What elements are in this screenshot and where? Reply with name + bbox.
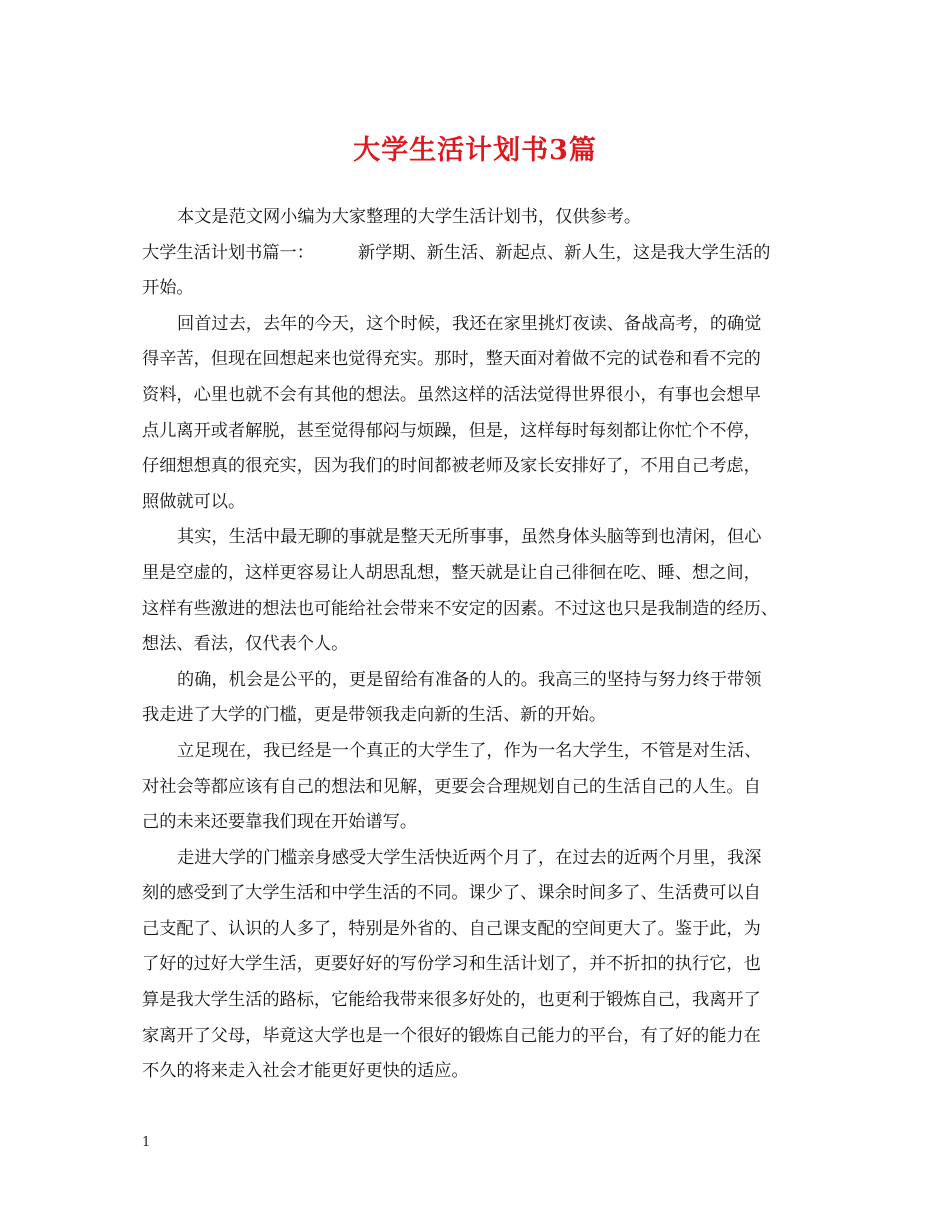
paragraph-line: 资料，心里也就不会有其他的想法。虽然这样的活法觉得世界很小，有事也会想早 <box>142 384 761 405</box>
paragraph-line: 算是我大学生活的路标，它能给我带来很多好处的，也更利于锻炼自己，我离开了 <box>142 990 761 1011</box>
paragraph-line: 立足现在，我已经是一个真正的大学生了，作为一名大学生，不管是对生活、 <box>177 740 762 761</box>
paragraph-line: 己支配了、认识的人多了，特别是外省的、自己课支配的空间更大了。鉴于此，为 <box>142 918 761 939</box>
intro-line: 本文是范文网小编为大家整理的大学生活计划书，仅供参考。 <box>177 207 642 227</box>
paragraph-line: 得辛苦，但现在回想起来也觉得充实。那时，整天面对着做不完的试卷和看不完的 <box>142 349 761 370</box>
paragraph-line: 对社会等都应该有自己的想法和见解，更要会合理规划自己的生活自己的人生。自 <box>142 776 761 797</box>
paragraph-line: 照做就可以。 <box>142 491 246 512</box>
paragraph-line: 走进大学的门槛亲身感受大学生活快近两个月了，在过去的近两个月里，我深 <box>177 847 762 868</box>
paragraph-line: 回首过去，去年的今天，这个时候，我还在家里挑灯夜读、备战高考，的确觉 <box>177 313 762 334</box>
paragraph-line: 其实，生活中最无聊的事就是整天无所事事，虽然身体头脑等到也清闲，但心 <box>177 527 762 548</box>
paragraph-line: 的确，机会是公平的，更是留给有准备的人的。我高三的坚持与努力终于带领 <box>177 669 762 690</box>
paragraph-line: 家离开了父母，毕竟这大学也是一个很好的锻炼自己能力的平台，有了好的能力在 <box>142 1025 761 1046</box>
document-title: 大学生活计划书3篇 <box>353 135 597 166</box>
paragraph-line: 想法、看法，仅代表个人。 <box>142 634 349 655</box>
section-heading-line <box>142 236 832 272</box>
document-body <box>142 200 832 1090</box>
paragraph-line: 新学期、新生活、新起点、新人生，这是我大学生活的 <box>357 242 771 263</box>
page-number: 1 <box>142 1135 151 1150</box>
paragraph-line: 己的未来还要靠我们现在开始谱写。 <box>142 812 418 833</box>
paragraph-line: 了好的过好大学生活，更要好好的写份学习和生活计划了，并不折扣的执行它，也 <box>142 954 761 975</box>
paragraph-line: 不久的将来走入社会才能更好更快的适应。 <box>142 1061 469 1082</box>
paragraph-line: 这样有些激进的想法也可能给社会带来不安定的因素。不过这也只是我制造的经历、 <box>142 598 778 619</box>
paragraph-line: 点儿离开或者解脱，甚至觉得郁闷与烦躁，但是，这样每时每刻都让你忙个不停， <box>142 420 761 441</box>
paragraph-line: 开始。 <box>142 278 194 299</box>
section-label: 大学生活计划书篇一： <box>142 242 314 263</box>
paragraph-line: 仔细想想真的很充实，因为我们的时间都被老师及家长安排好了，不用自己考虑， <box>142 456 761 477</box>
paragraph-line: 我走进了大学的门槛，更是带领我走向新的生活、新的开始。 <box>142 705 607 726</box>
paragraph-line: 刻的感受到了大学生活和中学生活的不同。课少了、课余时间多了、生活费可以自 <box>142 883 761 904</box>
paragraph-line: 里是空虚的，这样更容易让人胡思乱想，整天就是让自己徘徊在吃、睡、想之间， <box>142 562 761 583</box>
